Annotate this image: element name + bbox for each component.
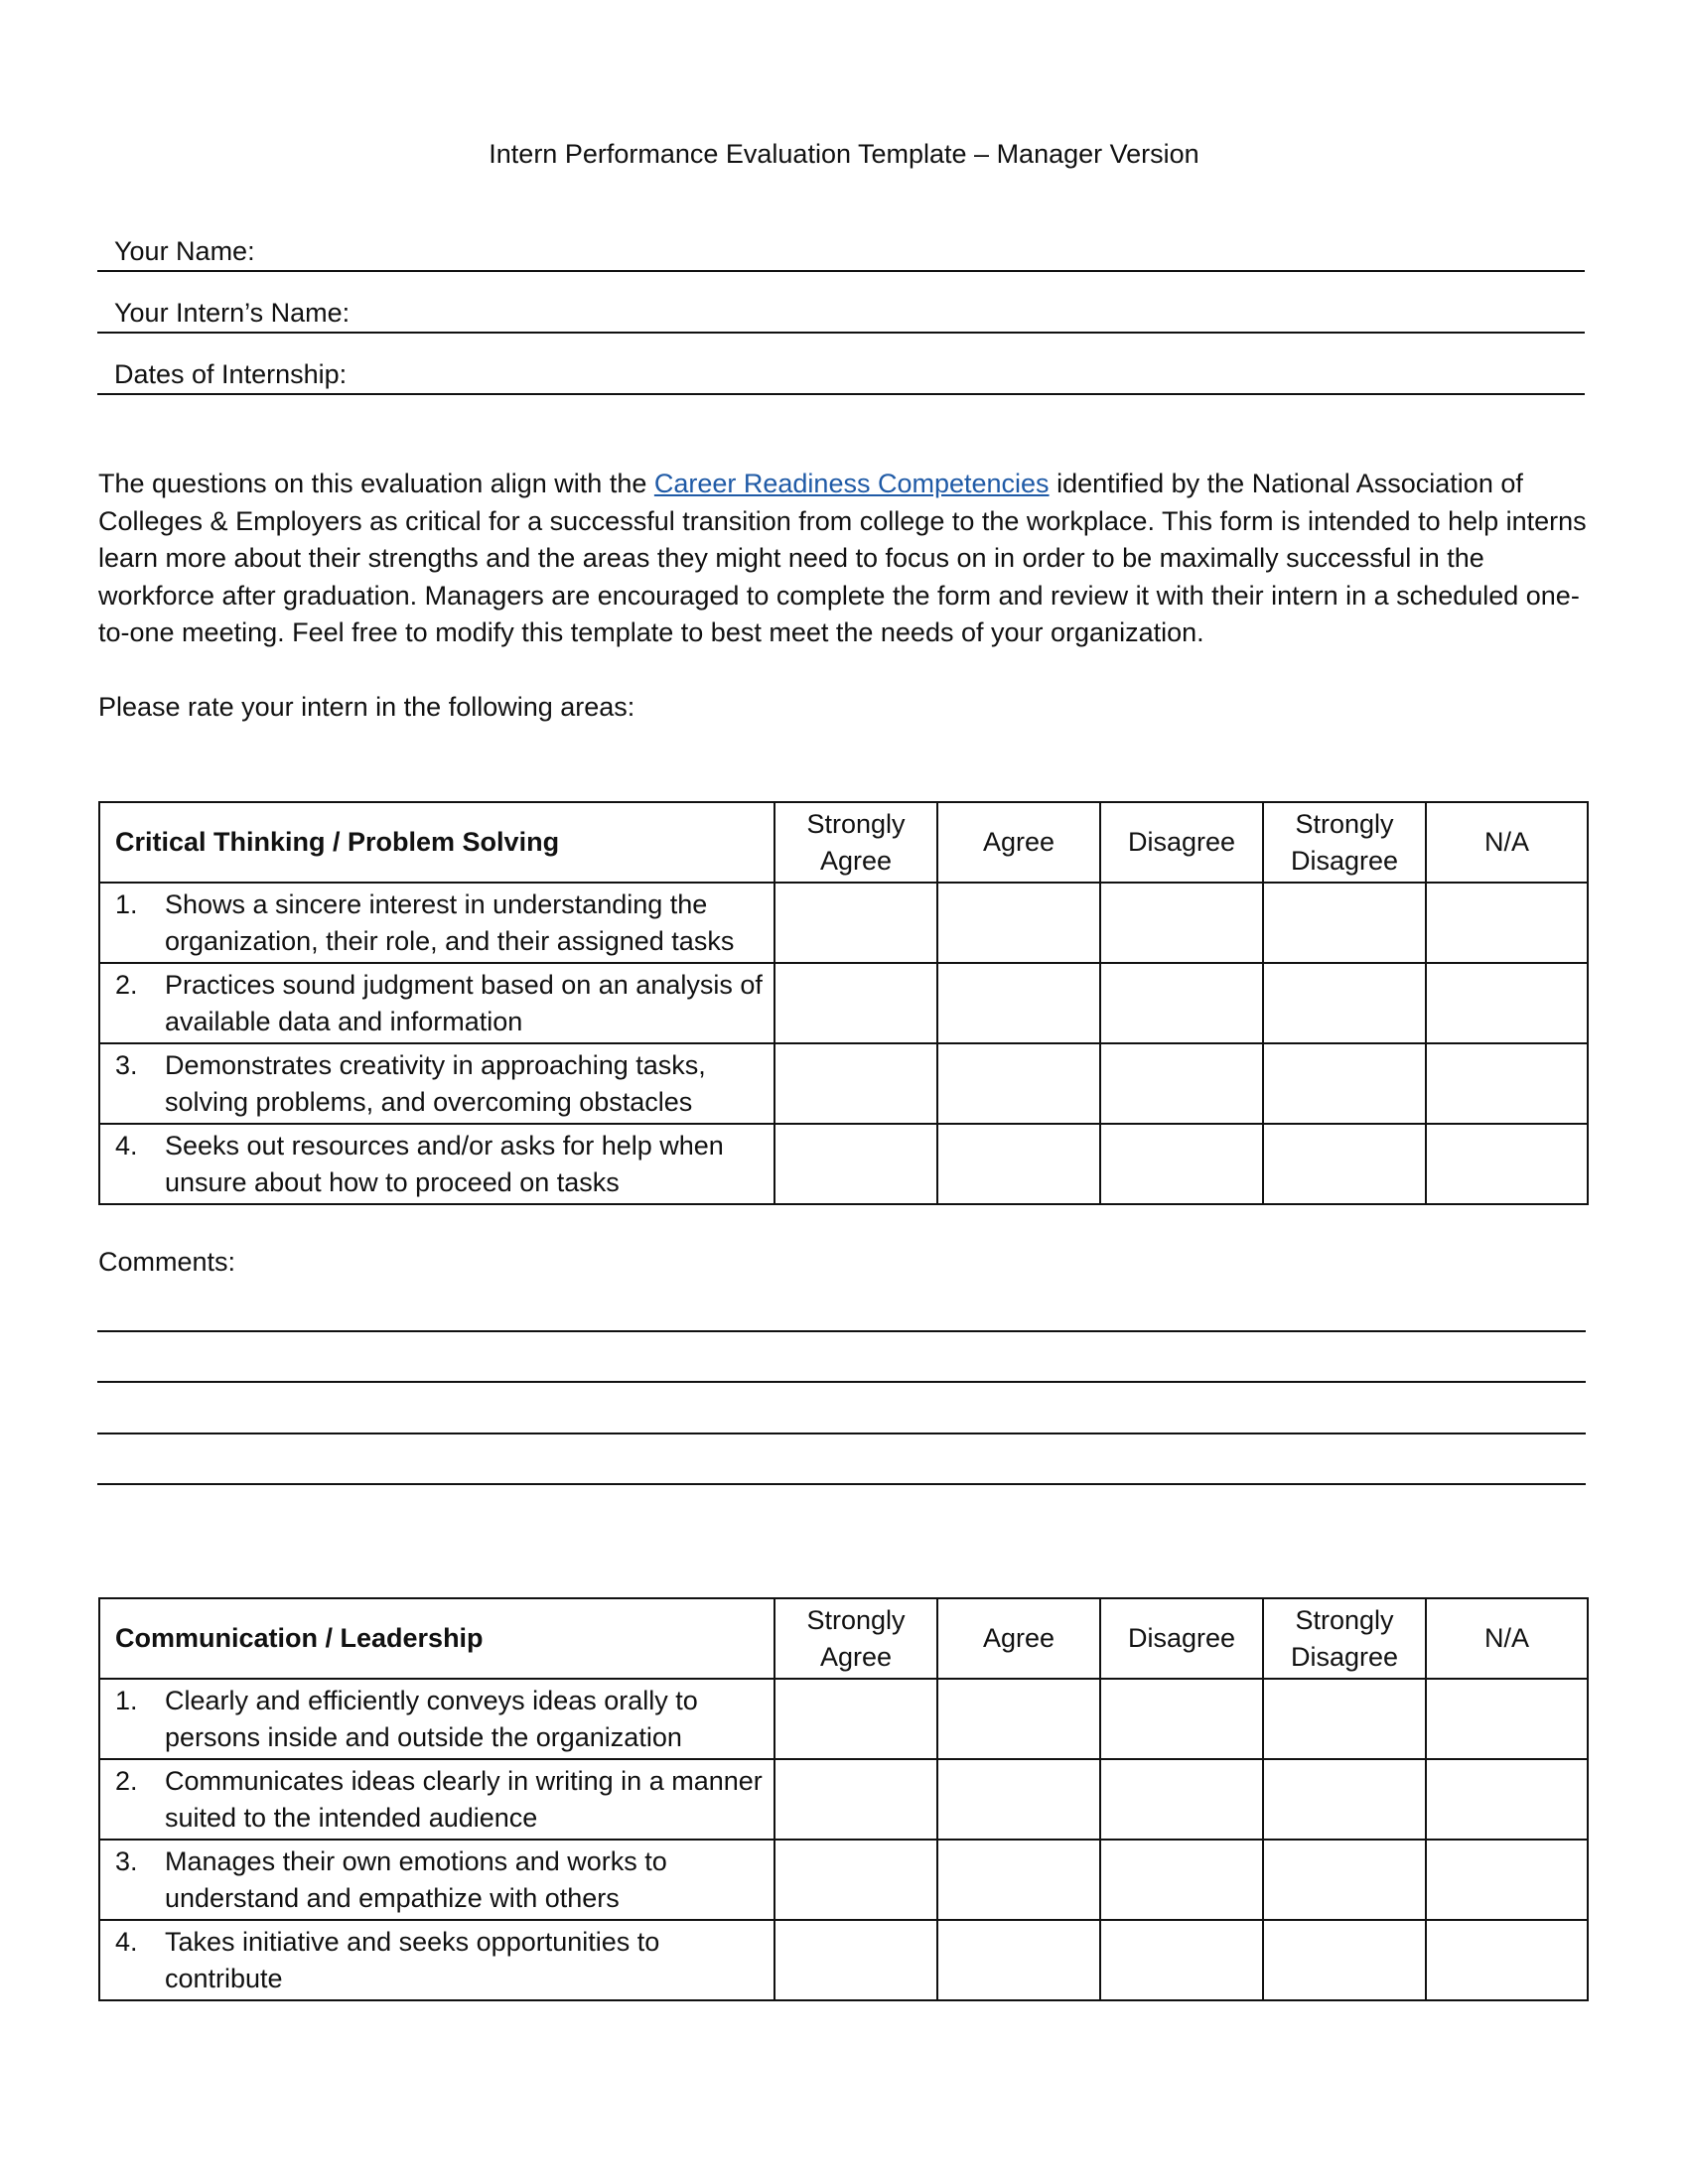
internship-dates-field[interactable] [97,349,1585,395]
item-text: Practices sound judgment based on an analysis of available data and information [165,969,763,1036]
rating-cell-disagree[interactable] [1100,1043,1263,1124]
item-text: Shows a sincere interest in understanding the organization, their role, and their assigned tasks [165,888,735,956]
rating-cell-agree[interactable] [937,1043,1100,1124]
item-number: 1. [115,1685,138,1715]
comment-line[interactable] [97,1433,1586,1434]
rating-cell-disagree[interactable] [1100,1124,1263,1204]
rating-cell-agree[interactable] [937,883,1100,963]
your-name-field[interactable] [97,226,1585,272]
comment-line[interactable] [97,1381,1586,1383]
item-text: Seeks out resources and/or asks for help when unsure about how to proceed on tasks [165,1130,724,1197]
na-header: N/A [1426,1598,1588,1679]
critical-thinking-table [98,801,1589,1205]
disagree-header: Disagree [1100,1598,1263,1679]
your-name-label: Your Name: [114,236,255,266]
rating-prompt: Please rate your intern in the following areas: [98,692,635,722]
rating-cell-strongly-agree[interactable] [774,1759,937,1840]
rating-cell-disagree[interactable] [1100,1920,1263,2000]
item-cell [99,1840,774,1920]
rating-cell-strongly-agree[interactable] [774,883,937,963]
rating-cell-disagree[interactable] [1100,1759,1263,1840]
rating-cell-disagree[interactable] [1100,883,1263,963]
rating-cell-na[interactable] [1426,1840,1588,1920]
item-text: Communicates ideas clearly in writing in a manner suited to the intended audience [165,1765,763,1833]
rating-cell-disagree[interactable] [1100,1679,1263,1759]
item-number: 4. [115,1926,138,1957]
table-row [99,1679,1588,1759]
item-cell [99,1124,774,1204]
intro-text-start: The questions on this evaluation align with the [98,469,654,498]
rating-cell-agree[interactable] [937,1920,1100,2000]
rating-cell-strongly-agree[interactable] [774,1840,937,1920]
intern-name-label: Your Intern’s Name: [114,298,351,328]
item-cell [99,963,774,1043]
rating-cell-agree[interactable] [937,1124,1100,1204]
rating-cell-na[interactable] [1426,1920,1588,2000]
communication-leadership-table [98,1597,1589,2001]
table-row [99,1043,1588,1124]
intro-paragraph [98,466,1608,652]
item-number: 2. [115,1765,138,1796]
section-title: Communication / Leadership [99,1598,774,1679]
item-text: Manages their own emotions and works to understand and empathize with others [165,1845,667,1913]
section-title: Critical Thinking / Problem Solving [99,802,774,883]
table-row [99,883,1588,963]
strongly-disagree-header: Strongly Disagree [1263,802,1426,883]
internship-dates-label: Dates of Internship: [114,359,348,389]
rating-cell-na[interactable] [1426,1759,1588,1840]
career-readiness-link[interactable]: Career Readiness Competencies [653,469,1050,498]
rating-cell-na[interactable] [1426,883,1588,963]
comment-line[interactable] [97,1483,1586,1485]
rating-cell-disagree[interactable] [1100,1840,1263,1920]
item-cell [99,1920,774,2000]
comments-label: Comments: [98,1247,236,1277]
item-number: 4. [115,1130,138,1160]
table-row [99,1124,1588,1204]
rating-cell-na[interactable] [1426,1679,1588,1759]
item-cell [99,883,774,963]
item-number: 2. [115,969,138,1000]
comment-line[interactable] [97,1330,1586,1332]
rating-cell-agree[interactable] [937,1759,1100,1840]
rating-cell-strongly-disagree[interactable] [1263,1124,1426,1204]
item-cell [99,1043,774,1124]
rating-cell-agree[interactable] [937,963,1100,1043]
rating-cell-strongly-disagree[interactable] [1263,1840,1426,1920]
intern-name-field[interactable] [97,288,1585,334]
rating-cell-disagree[interactable] [1100,963,1263,1043]
rating-cell-na[interactable] [1426,1043,1588,1124]
rating-cell-strongly-disagree[interactable] [1263,963,1426,1043]
item-number: 3. [115,1845,138,1876]
table-header-row [99,802,1588,883]
item-cell [99,1759,774,1840]
strongly-agree-header: Strongly Agree [774,802,937,883]
table-row [99,963,1588,1043]
rating-cell-strongly-agree[interactable] [774,1124,937,1204]
page-title: Intern Performance Evaluation Template – Manager Version [489,139,1199,169]
disagree-header: Disagree [1100,802,1263,883]
item-cell [99,1679,774,1759]
rating-cell-strongly-agree[interactable] [774,1920,937,2000]
agree-header: Agree [937,802,1100,883]
table-row [99,1840,1588,1920]
rating-cell-na[interactable] [1426,963,1588,1043]
rating-cell-strongly-agree[interactable] [774,1043,937,1124]
rating-cell-strongly-disagree[interactable] [1263,1043,1426,1124]
table-header-row [99,1598,1588,1679]
rating-cell-strongly-agree[interactable] [774,1679,937,1759]
na-header: N/A [1426,802,1588,883]
table-row [99,1759,1588,1840]
rating-cell-strongly-disagree[interactable] [1263,1759,1426,1840]
item-number: 3. [115,1049,138,1080]
strongly-disagree-header: Strongly Disagree [1263,1598,1426,1679]
item-text: Clearly and efficiently conveys ideas orally to persons inside and outside the organization [165,1685,698,1752]
rating-cell-strongly-disagree[interactable] [1263,1679,1426,1759]
table-row [99,1920,1588,2000]
intro-text-end: identified by the National Association of Colleges & Employers as critical for a successful transition from college to the workplace. This form is intended to help interns learn more about their strengths and the areas they might need to focus on in order to be maximally successful in the workforce after graduation. Managers are encouraged to complete the form and review it with their intern in a scheduled one-to-one meeting. Feel free to modify this template to best meet the needs of your organization. [98,469,1587,647]
item-text: Takes initiative and seeks opportunities to contribute [165,1926,660,1993]
item-text: Demonstrates creativity in approaching tasks, solving problems, and overcoming obstacles [165,1049,706,1117]
rating-cell-agree[interactable] [937,1679,1100,1759]
rating-cell-na[interactable] [1426,1124,1588,1204]
rating-cell-agree[interactable] [937,1840,1100,1920]
rating-cell-strongly-disagree[interactable] [1263,1920,1426,2000]
rating-cell-strongly-disagree[interactable] [1263,883,1426,963]
item-number: 1. [115,888,138,919]
rating-cell-strongly-agree[interactable] [774,963,937,1043]
agree-header: Agree [937,1598,1100,1679]
strongly-agree-header: Strongly Agree [774,1598,937,1679]
